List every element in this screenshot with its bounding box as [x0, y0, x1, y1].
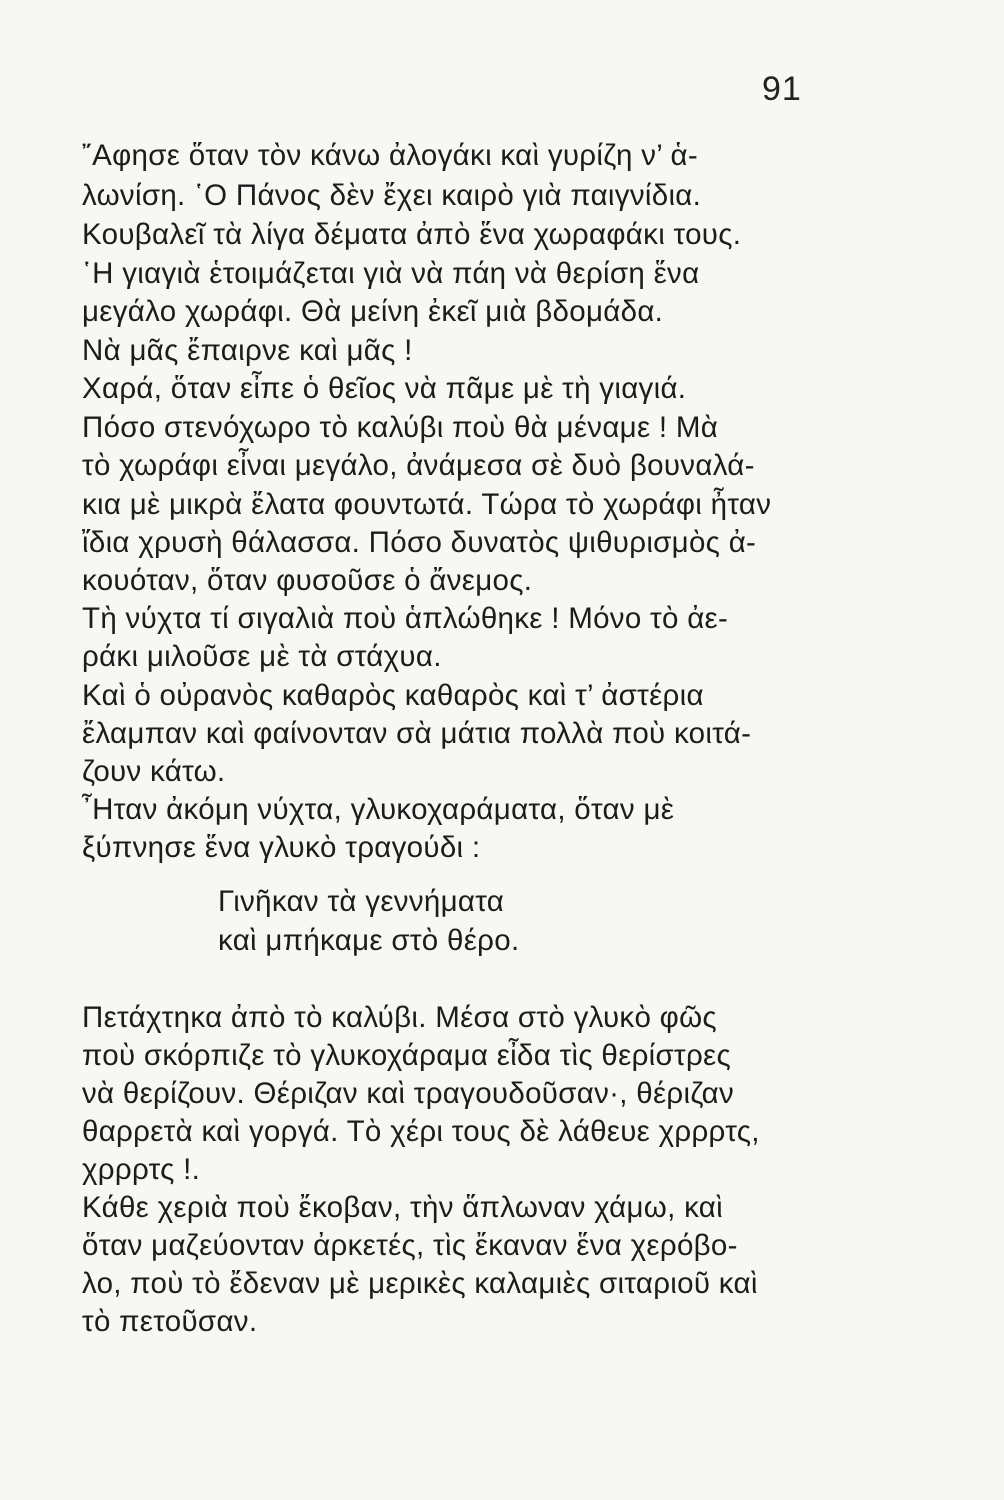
text-line: ῏Ηταν ἀκόμη νύχτα, γλυκοχαράματα, ὅταν μὲ	[82, 793, 675, 826]
text-line: Τὴ νύχτα τί σιγαλιὰ ποὺ ἁπλώθηκε ! Μόνο τὸ ἀε-	[82, 602, 729, 635]
verse-line: καὶ μπήκαμε στὸ θέρο.	[218, 924, 520, 957]
text-line: ράκι μιλοῦσε μὲ τὰ στάχυα.	[82, 640, 442, 673]
text-line: Νὰ μᾶς ἔπαιρνε καὶ μᾶς !	[82, 334, 413, 367]
text-line: ἴδια χρυσὴ θάλασσα. Πόσο δυνατὸς ψιθυρισμὸς ἀ-	[82, 526, 757, 559]
text-line: ὅταν μαζεύονταν ἀρκετές, τὶς ἔκαναν ἕνα χερόβο-	[82, 1229, 738, 1262]
text-line: Πετάχτηκα ἀπὸ τὸ καλύβι. Μέσα στὸ γλυκὸ φῶς	[82, 1001, 717, 1034]
text-line: κια μὲ μικρὰ ἔλατα φουντωτά. Τώρα τὸ χωράφι ἦταν	[82, 488, 772, 521]
text-line: ῎Αφησε ὅταν τὸν κάνω ἀλογάκι καὶ γυρίζη ν’ ἁ-	[82, 139, 699, 172]
text-line: Κάθε χεριὰ ποὺ ἔκοβαν, τὴν ἅπλωναν χάμω, καὶ	[82, 1191, 723, 1224]
page-number: 91	[762, 70, 802, 108]
text-line: ξύπνησε ἕνα γλυκὸ τραγούδι :	[82, 831, 481, 864]
text-line: ῾Η γιαγιὰ ἑτοιμάζεται γιὰ νὰ πάη νὰ θερίση ἕνα	[82, 257, 700, 290]
verse-line: Γινῆκαν τὰ γεννήματα	[218, 885, 505, 918]
text-line: κουόταν, ὅταν φυσοῦσε ὁ ἄνεμος.	[82, 564, 533, 597]
text-line: τὸ πετοῦσαν.	[82, 1305, 258, 1338]
text-line: Κουβαλεῖ τὰ λίγα δέματα ἀπὸ ἕνα χωραφάκι τους.	[82, 218, 742, 251]
text-line: τὸ χωράφι εἶναι μεγάλο, ἀνάμεσα σὲ δυὸ βουναλά-	[82, 449, 755, 482]
text-line: λο, ποὺ τὸ ἔδεναν μὲ μερικὲς καλαμιὲς σιταριοῦ καὶ	[82, 1267, 758, 1300]
text-line: ποὺ σκόρπιζε τὸ γλυκοχάραμα εἶδα τὶς θερίστρες	[82, 1039, 732, 1072]
text-line: νὰ θερίζουν. Θέριζαν καὶ τραγουδοῦσαν·, θέριζαν	[82, 1077, 735, 1110]
text-line: Καὶ ὁ οὐρανὸς καθαρὸς καθαρὸς καὶ τ’ ἀστέρια	[82, 679, 704, 712]
text-line: μεγάλο χωράφι. Θὰ μείνη ἐκεῖ μιὰ βδομάδα.	[82, 295, 664, 328]
text-line: ἔλαμπαν καὶ φαίνονταν σὰ μάτια πολλὰ ποὺ κοιτά-	[82, 717, 752, 750]
text-line: λωνίση. ῾Ο Πάνος δὲν ἔχει καιρὸ γιὰ παιγνίδια.	[82, 179, 702, 212]
text-line: θαρρετὰ καὶ γοργά. Τὸ χέρι τους δὲ λάθευε χρρρτς,	[82, 1115, 760, 1148]
text-line: Χαρά, ὅταν εἶπε ὁ θεῖος νὰ πᾶμε μὲ τὴ γιαγιά.	[82, 372, 687, 405]
text-line: Πόσο στενόχωρο τὸ καλύβι ποὺ θὰ μέναμε ! Μὰ	[82, 411, 719, 444]
text-line: ζουν κάτω.	[82, 755, 226, 788]
text-line: χρρρτς !.	[82, 1153, 201, 1186]
